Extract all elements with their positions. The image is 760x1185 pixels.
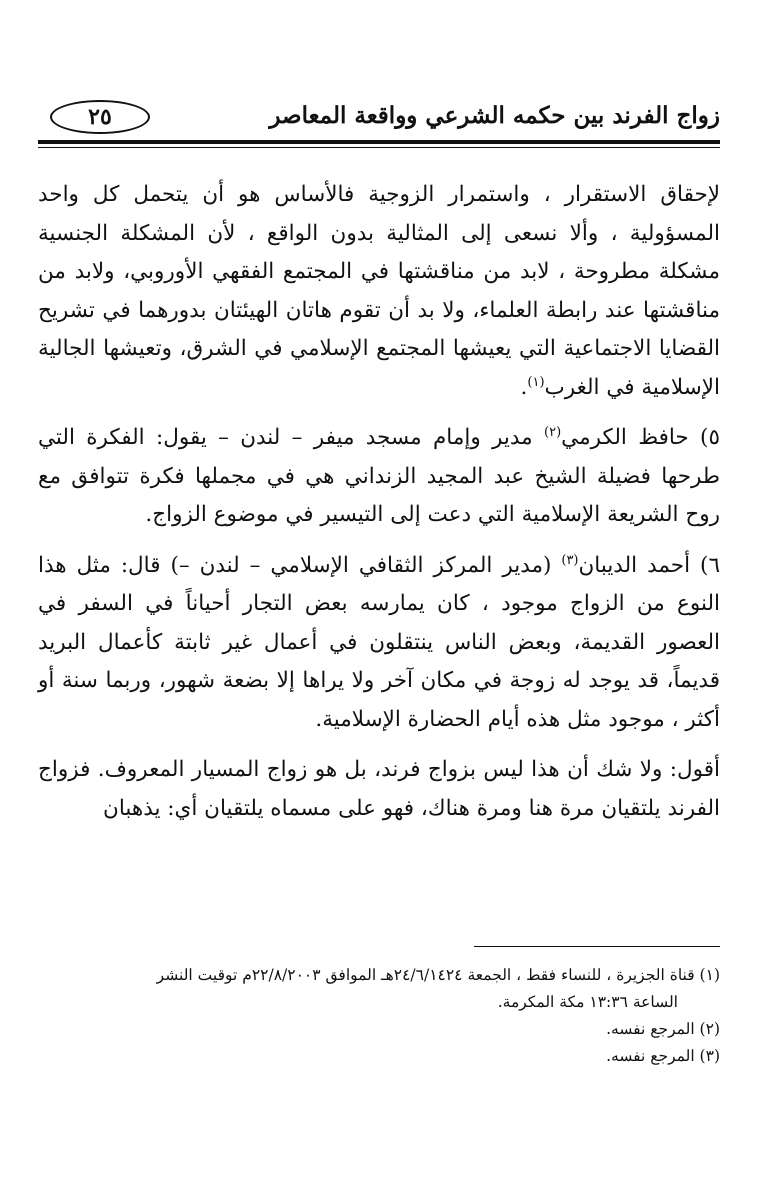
footnotes [38, 962, 720, 1070]
paragraph-2 [38, 419, 720, 535]
header-rule-thick [38, 140, 720, 144]
running-title: زواج الفرند بين حكمه الشرعي وواقعة المعاصر [269, 102, 720, 129]
paragraph-3-lead: ٦) أحمد الديبان [578, 552, 720, 578]
footnote-2: (٢) المرجع نفسه. [606, 1020, 720, 1038]
footnote-ref-1: (١) [527, 374, 545, 390]
main-text [38, 176, 720, 828]
paragraph-1-end: . [520, 374, 528, 400]
paragraph-1 [38, 176, 720, 407]
header-rule-thin [38, 147, 720, 148]
paragraph-2-text: مدير وإمام مسجد ميفر – لندن – يقول: الفكرة التي طرحها فضيلة الشيخ عبد المجيد الزنداني هي في مجملها فكرة تتوافق مع روح الشريعة الإسلامية التي دعت إلى التيسير في موضوع الزواج. [38, 425, 720, 527]
paragraph-2-lead: ٥) حافظ الكرمي [561, 425, 720, 450]
footnote-1-line-2: الساعة ١٣:٣٦ مكة المكرمة. [497, 993, 678, 1011]
footnote-ref-2: (٢) [544, 424, 562, 440]
footnote-separator [474, 946, 720, 947]
paragraph-3-text: (مدير المركز الثقافي الإسلامي – لندن –) قال: مثل هذا النوع من الزواج موجود ، كان يمارسه بعض التجار أحياناً في السفر في العصور القديمة، وبعض الناس ينتقلون في أعمال غير ثابتة كأعمال البريد قديماً، قد يوجد له زوجة في مكان آخر ولا يراها إلا بضعة شهور، وربما سنة أو أكثر ، موجود مثل هذه أيام الحضارة الإسلامية. [38, 552, 720, 732]
footnote-3: (٣) المرجع نفسه. [606, 1047, 720, 1065]
running-header [38, 98, 720, 138]
paragraph-1-text: لإحقاق الاستقرار ، واستمرار الزوجية فالأساس هو أن يتحمل كل واحد المسؤولية ، وألا نسعى إلى المثالية بدون الواقع ، لأن المشكلة الجنسية مشكلة مطروحة ، لابد من مناقشتها في المجتمع الفقهي الأوروبي، ولابد من مناقشتها عند رابطة العلماء، ولا بد أن تقوم هاتان الهيئتان بدورهما في تشريح القضايا الاجتماعية التي يعيشها المجتمع الإسلامي في الشرق، وتعيشها الجالية الإسلامية في الغرب [38, 182, 720, 400]
footnote-ref-3: (٣) [561, 552, 579, 568]
paragraph-4: أقول: ولا شك أن هذا ليس بزواج فرند، بل هو زواج المسيار المعروف. فزواج الفرند يلتقيان مرة هنا ومرة هناك، فهو على مسماه يلتقيان أي: يذهبان [38, 757, 720, 821]
page-number: ٢٥ [50, 100, 150, 134]
paragraph-3 [38, 547, 720, 740]
footnote-1-line-1: (١) قناة الجزيرة ، للنساء فقط ، الجمعة ٢٤/٦/١٤٢٤هـ الموافق ٢٢/٨/٢٠٠٣م توقيت النشر [156, 966, 720, 984]
